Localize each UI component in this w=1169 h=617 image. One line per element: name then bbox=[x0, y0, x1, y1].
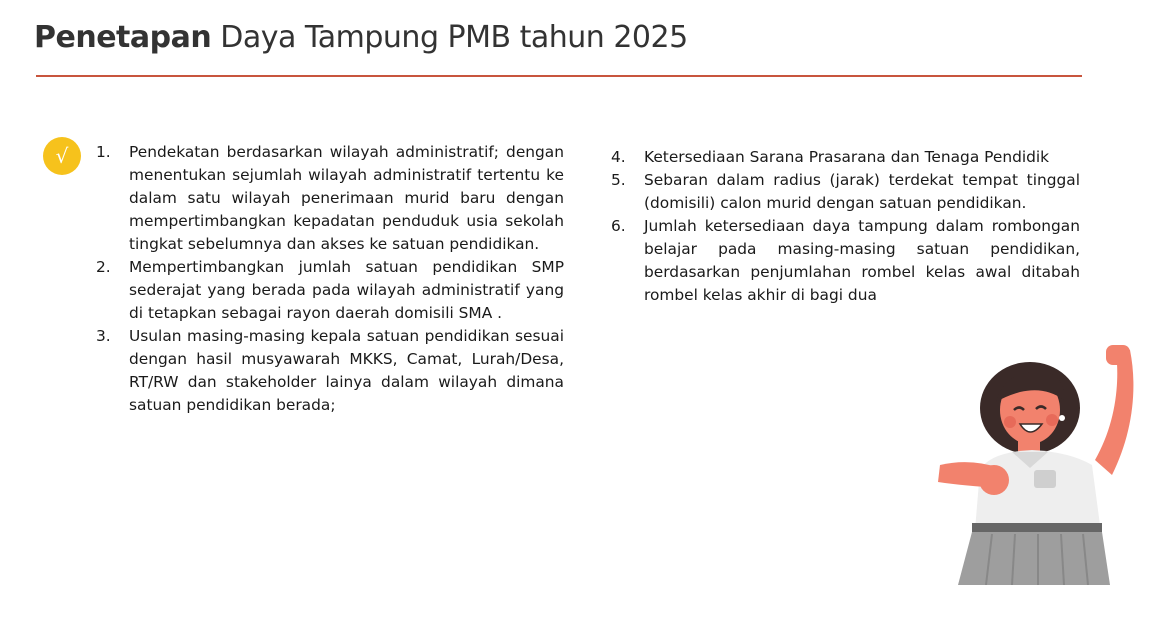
checkmark-icon bbox=[43, 137, 81, 175]
checkmark-glyph: √ bbox=[55, 144, 69, 168]
cheering-student-illustration bbox=[920, 340, 1140, 585]
list-item-text: Usulan masing-masing kepala satuan pendidikan sesuai dengan hasil musyawarah MKKS, Camat, Lurah/Desa, RT/RW dan stakeholder lainya dalam wilayah dimana satuan pendidikan berada; bbox=[129, 327, 564, 414]
list-item-text: Ketersediaan Sarana Prasarana dan Tenaga Pendidik bbox=[644, 148, 1050, 166]
list-item bbox=[611, 215, 1080, 307]
list-item-text: Jumlah ketersediaan daya tampung dalam rombongan belajar pada masing-masing satuan pendidikan, berdasarkan penjumlahan rombel kelas awal ditabah rombel kelas akhir di bagi dua bbox=[644, 217, 1080, 304]
list-item-number: 6. bbox=[611, 217, 626, 235]
page-title-rest: Daya Tampung PMB tahun 2025 bbox=[220, 20, 688, 55]
criteria-list-right bbox=[611, 146, 1080, 307]
list-item-number: 2. bbox=[96, 258, 111, 276]
list-item-number: 1. bbox=[96, 143, 111, 161]
list-item bbox=[96, 141, 564, 256]
criteria-list-left bbox=[96, 141, 564, 417]
title-divider bbox=[36, 75, 1082, 77]
list-item-number: 5. bbox=[611, 171, 626, 189]
list-item bbox=[611, 169, 1080, 215]
page-title-bold: Penetapan bbox=[34, 20, 212, 55]
list-item bbox=[96, 256, 564, 325]
list-item bbox=[96, 325, 564, 417]
list-item-text: Pendekatan berdasarkan wilayah administratif; dengan menentukan sejumlah wilayah administratif tertentu ke dalam satu wilayah penerimaan murid baru dengan mempertimbangkan kepadatan penduduk usia sekolah tingkat sebelumnya dan akses ke satuan pendidikan. bbox=[129, 143, 564, 253]
list-item-text: Sebaran dalam radius (jarak) terdekat tempat tinggal (domisili) calon murid dengan satuan pendidikan. bbox=[644, 171, 1080, 212]
list-item-number: 4. bbox=[611, 148, 626, 166]
list-item-text: Mempertimbangkan jumlah satuan pendidikan SMP sederajat yang berada pada wilayah administratif yang di tetapkan sebagai rayon daerah domisili SMA . bbox=[129, 258, 564, 322]
list-item bbox=[611, 146, 1080, 169]
list-item-number: 3. bbox=[96, 327, 111, 345]
page-title bbox=[34, 20, 688, 55]
